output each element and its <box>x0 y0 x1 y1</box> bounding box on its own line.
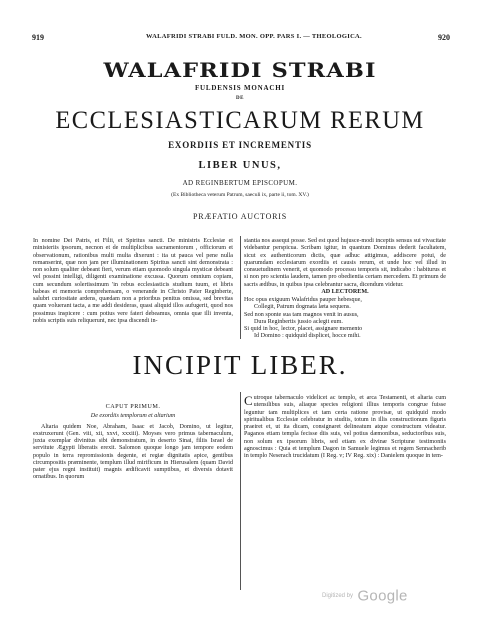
verse-line: Sed non sponte sua tam magnos venit in ausus, <box>244 311 359 318</box>
chapter-right-text: utroque tabernaculo videlicet ac templo, et arca Testamenti, et altaria cum utensilibus suis, aliaque species religioni illius temporis congrue fuisse leguntur tam multiplices et tam certa ratione provisæ, ut quidquid modo spiritualibus Ecclesiæ celebratur in studiis, totum in illis constructionum figuris praeiret et, ut ita dicam, consignaret delineatum atque constructum videatur. Paganos etiam templa fecisse diis suis, vel potius dæmonibus, seductoribus suis, non solum ex ipsorum libris, sed etiam ex divinæ Scripturæ testimoniis agnoscimus : Quia et templum Dagon in Samuele legimus et regem Sennacherib in templo Neserach trucidatum (I Reg. v; IV Reg. xix) : Danielem quoque in tem- <box>244 395 446 459</box>
praefatio-left-column <box>33 238 233 325</box>
verse-heading: AD LECTOREM. <box>321 288 369 295</box>
margin-letter: C <box>244 393 253 408</box>
author-title: WALAFRIDI STRABI <box>103 58 377 82</box>
verse-line: Collegit, Patrum dogmata læta sequens. <box>254 304 351 311</box>
verse-line: Hoc opus exiguum Walafridus pauper hebesque, <box>244 297 362 303</box>
praefatio-right-column <box>244 238 446 341</box>
column-divider-bottom <box>240 392 241 590</box>
chapter-left-text: Altaria quidem Noe, Abraham, Isaac et Jacob, Domino, ut legitur, exstruxerunt (Gen. viii, xii, xxvi, xxxiii). Moyses vero primus tabernaculum, juxta exemplar divinitus sibi demonstratum, in deserto Sinai, filiis Israel de servitute Ægypti liberatis erexit. Salomon quoque longo jam tempore eodem populo in terra repromissionis degente, et regiæ dignitatis apice, gentibus circumpositis præminente, templum illud mirificum in Hierusalem (quam David pater ejus regni instituit) magnis ædificavit sumptibus, et diversis dotavit ornatibus. In quorum <box>33 423 233 481</box>
page-number-right: 920 <box>438 33 450 42</box>
column-divider-top <box>240 236 241 339</box>
digitized-watermark <box>322 587 408 605</box>
watermark-prefix: Digitized by <box>322 592 354 599</box>
page-number-left: 919 <box>32 33 44 42</box>
liber-unus: LIBER UNUS, <box>198 160 282 171</box>
google-logo: Google <box>357 587 408 605</box>
main-subtitle: EXORDIIS ET INCREMENTIS <box>168 140 312 150</box>
source-note: (Ex Bibliotheca veterum Patrum, saeculi ix, parte ii, tom. XV.) <box>171 192 309 198</box>
title-de: DE <box>236 96 244 101</box>
praefatio-heading: PRÆFATIO AUCTORIS <box>193 212 287 221</box>
dedication: AD REGINBERTUM EPISCOPUM. <box>182 179 298 187</box>
chapter-left-column <box>33 403 233 482</box>
chapter-subtitle: De exordiis templorum et altarium <box>90 413 176 420</box>
running-title: WALAFRIDI STRABI FULD. MON. OPP. PARS I. — THEOLOGICA. <box>146 33 362 40</box>
incipit-heading: INCIPIT LIBER. <box>132 350 348 380</box>
verse-line: Dura Reginbertis jussio aclegit eum. <box>254 318 343 325</box>
verse-line: Id Domino : quidquid displicet, hocce mihi. <box>254 333 361 340</box>
author-subtitle: FULDENSIS MONACHI <box>194 84 286 92</box>
praefatio-left-text: In nomine Dei Patris, et Filii, et Spiritus sancti. De ministris Ecclesiæ et ministeriis ipsorum, necnon et de multiplicibus sacramentorum , officiorum et observationum, rationibus multi multa dixerunt : ita ut pauca vel pene nulla remanserint, quæ non jam per illuminationem Spiritus sancti sint demonstrata : non solum qualiter debeant fieri, verum etiam quomodo singula mysticæ debeant vel possint intelligi, diligenti examinatione excussa. Quorum omnium copiam, cum secundum solertissimum 'in rebus ecclesiasticis studium tuum, et libris habeas et memoria comprehensam, o venerande in Christo Pater Reginberte, salubri curiositate ardens, quædam non a prioribus penitus omissa, sed brevitas quam voluerant tacta, a me addi desideras, quasi aliquid illos aufugerit, quod nos possimus inspicere : cum potius vere fateri debeamus, omnia quæ illi inventa, nobis scriptis suis reliquerunt, nec ipsa discendi in- <box>33 238 233 324</box>
main-title: ECCLESIASTICARUM RERUM <box>55 107 425 134</box>
praefatio-right-text: stantia nos assequi posse. Sed est quod hujusce-modi inceptis sensus sui vivacitate videbantur perspicua. Scribam igitur, in quantum Dominus dederit facultatem, sicut ex authenticorum dictis, quæ adhuc attigimus, addiscere potui, de quarumdam ecclesiarum exordiis et causis rerum, et unde hoc vel illud in consuetudinem venerit, et quomodo processu temporis sit, indicabo : habiturus et si non pro scientia laudem, tamen pro obedientia certam mercedem. Et primum de sacris ædibus, in quibus ipsa celebrantur sacra, dicendum videtur. <box>244 238 446 288</box>
chapter-right-column <box>244 395 446 460</box>
chapter-heading: CAPUT PRIMUM. <box>105 403 161 410</box>
verse-line: Si quid in hoc, lector, placet, assignare memento <box>244 326 363 332</box>
